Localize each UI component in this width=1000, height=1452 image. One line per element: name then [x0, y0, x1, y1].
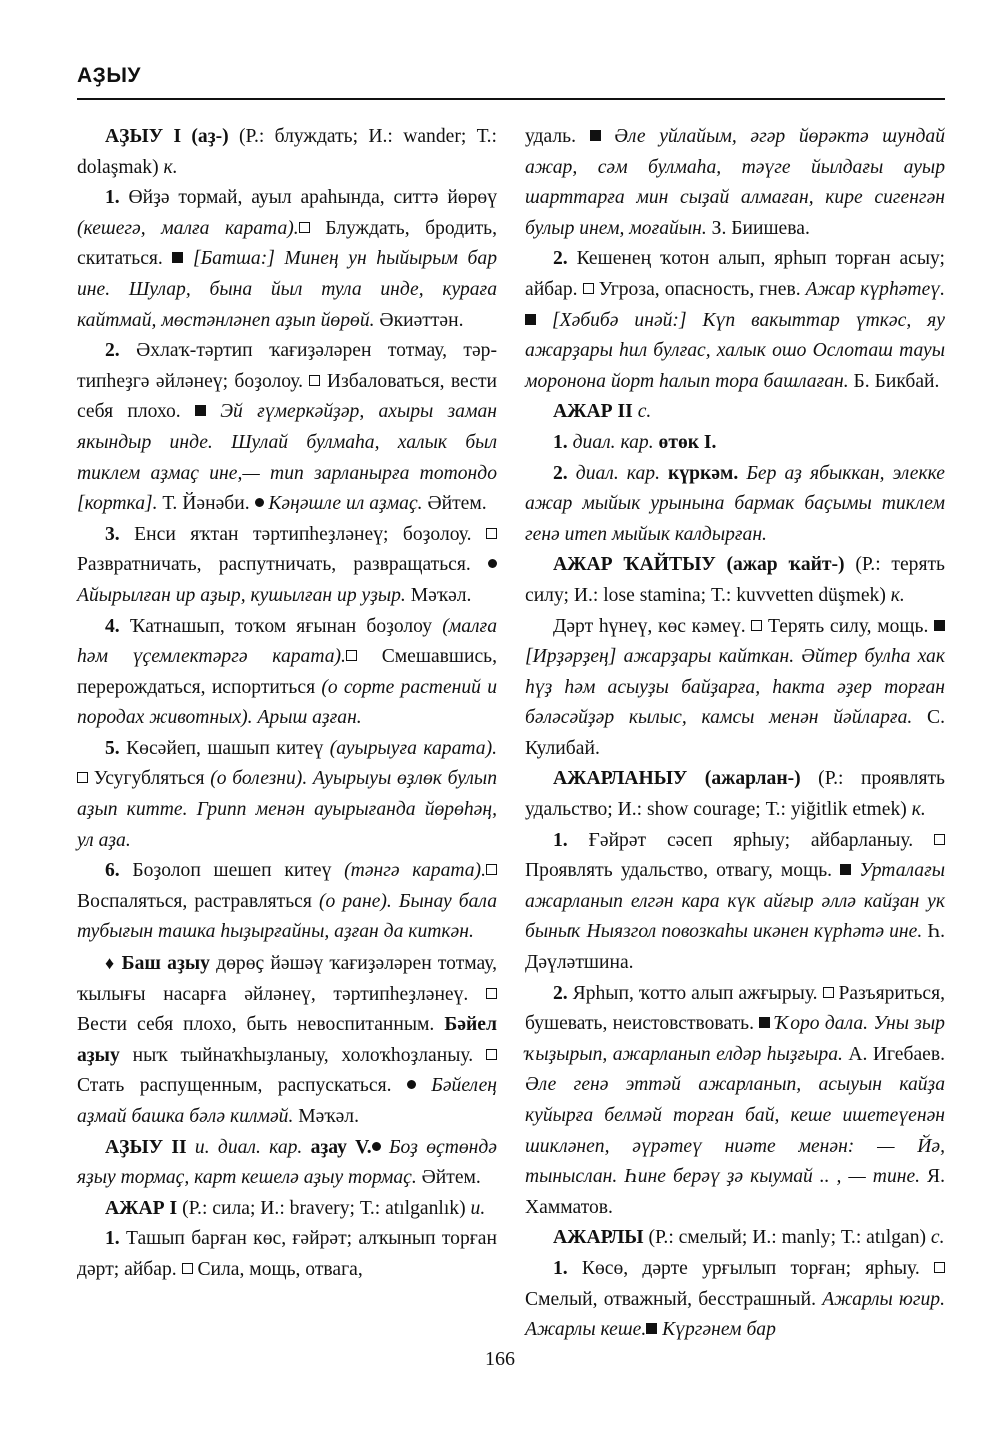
body-text: Өйҙә тормай, ауыл араһында, ситтә йөрөү — [119, 187, 497, 209]
example-black-square-icon — [172, 252, 183, 263]
body-text: А. Игебаев. — [842, 1043, 946, 1065]
body-text: Ғәйрәт сәсеп ярһыу; айбарланыу. — [567, 829, 934, 851]
body-text: Избаловаться, вести себя плохо. — [77, 370, 497, 423]
body-text: Блуждать, бродить, скитаться. — [77, 217, 498, 270]
entry-paragraph — [77, 1194, 497, 1225]
italic-text: Күргәнем бар — [662, 1319, 776, 1341]
sense-number: 2. — [553, 462, 568, 484]
italic-text: Айырылған ир аҙыр, кушылған ир уҙыр. — [77, 584, 406, 606]
body-text: Вести себя плохо, быть невоспитанным. — [77, 1014, 445, 1036]
italic-text: Боҙ өҫтөндә яҙыу тормаҫ, карт кешелә аҙыу тормаҫ. — [77, 1136, 497, 1189]
italic-text: (о ране). Бынау бала тубығын ташка һыҙырғайны, аҙған да киткән. — [77, 890, 498, 943]
russian-translation-square-icon — [751, 620, 762, 631]
body-text: Смелый, отважный, бесстрашный. — [525, 1288, 823, 1310]
body-text: Т. Йәнәби. — [157, 493, 255, 515]
headword: АЖАР I — [105, 1197, 178, 1219]
italic-text: с. — [632, 401, 652, 423]
italic-text: (тәнгә карата). — [344, 860, 486, 882]
russian-translation-square-icon — [486, 528, 497, 539]
body-text: Кешенең ҡотон алып, ярһып торған асыу; айбар. — [525, 248, 945, 300]
italic-text: и. — [470, 1197, 486, 1219]
italic-text: Ҡоро дала. Уны зыр ҡыҙырып, ажарланып елдәр һыҙғыра. — [525, 1013, 945, 1065]
italic-text: Ажар күрһәтеү. — [805, 278, 945, 300]
entry-paragraph — [77, 1133, 497, 1194]
headword: АЖАР ҠАЙТЫУ (ажар ҡайт-) — [553, 554, 845, 576]
body-text: Боҙолоп шешеп китеү — [119, 860, 345, 882]
body-text: Стать распущенным, распускаться. — [77, 1075, 407, 1097]
sense-number: 1. — [553, 829, 568, 851]
sense-number: 3. — [105, 523, 120, 545]
sense-number: 4. — [105, 615, 120, 637]
russian-translation-square-icon — [934, 834, 945, 845]
header-rule — [77, 98, 945, 100]
body-text: Сила, мощь, отвага, — [197, 1258, 363, 1280]
proverb-bullet-icon — [407, 1080, 416, 1089]
entry-paragraph — [77, 612, 497, 734]
entry-paragraph — [77, 183, 497, 336]
sense-number: аҙау V. — [302, 1136, 372, 1158]
entry-paragraph — [525, 764, 945, 825]
italic-text: [Ирҙәрҙең] ажарҙары кайткан. Әйтер булһа хак һүҙ һәм асыуҙы байҙарға, һакта әҙер торған бәләсәйҙәр кылыс, камсы менән йәйларға. — [525, 646, 945, 729]
italic-text: с. — [930, 1227, 945, 1249]
russian-translation-square-icon — [934, 1262, 945, 1273]
body-text: З. Биишева. — [706, 217, 810, 239]
body-text: Б. Бикбай. — [848, 370, 940, 392]
body-text: Угроза, опасность, гнев. — [598, 278, 806, 300]
body-text: Дәрт һүнеү, көс кәмеү. — [553, 615, 752, 637]
example-black-square-icon — [195, 405, 206, 416]
page-number: 166 — [485, 1348, 515, 1370]
sense-number: 2. — [553, 982, 568, 1004]
sense-number: өтөк I. — [653, 431, 717, 453]
headword: АЖАРЛЫ — [553, 1227, 644, 1249]
headword: АҘЫУ II — [105, 1136, 187, 1158]
italic-text: (малға һәм үҫемлектәргә карата). — [77, 615, 497, 668]
entry-paragraph — [525, 979, 945, 1224]
body-text: Ҡатнашып, тоҡом яғынан боҙолоу — [119, 615, 443, 637]
italic-text: и. диал. кар. — [186, 1136, 303, 1158]
russian-translation-square-icon — [309, 375, 320, 386]
italic-text: Бер аҙ ябыккан, элекке ажар мыйык урынына бармак баҫымы тиклем генә итеп мыйык калдырған. — [525, 462, 945, 545]
italic-text: Әле генә эттәй ажарланып, асыуын кайҙа куйырға белмәй торған бай, кеше ишетеүенән шикләнеп, әүрәтеү ниәте менән: — Йә, тыныслан. Һине берәү ҙә кыумай .. , — тине. — [525, 1074, 945, 1188]
italic-text: диал. кар. — [567, 431, 654, 453]
running-head: АҘЫУ — [77, 64, 141, 87]
body-text: Разъяриться, бушевать, неистовствовать. — [525, 982, 945, 1035]
body-text: Воспаляться, растравляться — [77, 890, 319, 912]
body-text: Һ. Дәүләтшина. — [525, 921, 945, 974]
italic-text: [Батша:] Минең ун һыйырым бар ине. Шулар, бына йыл тула инде, кураға кайтмай, мөстәнләнеп аҙып йөрөй. — [77, 248, 497, 331]
sense-number: 1. — [553, 431, 568, 453]
italic-text: Кәңәшле ил аҙмаҫ. — [268, 493, 423, 515]
sense-number: 1. — [105, 1228, 120, 1250]
example-black-square-icon — [525, 314, 536, 325]
entry-paragraph — [525, 459, 945, 551]
entry-paragraph — [77, 1224, 497, 1285]
proverb-bullet-icon — [488, 559, 497, 568]
body-text: Мәҡәл. — [405, 584, 472, 606]
body-text: Әкиәттән. — [374, 309, 464, 331]
russian-translation-square-icon — [486, 864, 497, 875]
body-text: удаль. — [525, 126, 590, 147]
left-column — [77, 122, 497, 1286]
russian-translation-square-icon — [346, 650, 357, 661]
entry-paragraph — [77, 122, 497, 183]
body-text: ныҡ тыйнаҡһыҙланыу, холоҡһоҙланыу. — [119, 1044, 486, 1066]
sense-number: Бәйел аҙыу — [77, 1014, 497, 1066]
entry-paragraph — [525, 550, 945, 611]
example-black-square-icon — [934, 620, 945, 631]
body-text: Усугубляться — [93, 768, 211, 790]
sense-number: 2. — [553, 248, 568, 270]
entry-paragraph — [525, 244, 945, 397]
sense-number: 5. — [105, 737, 120, 759]
sense-number: 6. — [105, 860, 120, 882]
italic-text: диал. кар. — [567, 462, 660, 484]
body-text: Терять силу, мощь. — [767, 615, 935, 637]
russian-translation-square-icon — [486, 988, 497, 999]
entry-paragraph — [77, 336, 497, 520]
italic-text: (кешегә, малға карата). — [77, 217, 299, 239]
italic-text: (о сорте растений и породах животных). Арыш аҙған. — [77, 676, 498, 729]
entry-paragraph — [77, 520, 497, 612]
body-text: Мәҡәл. — [293, 1106, 359, 1127]
italic-text: (о болезни). Ауырыуы өҙлөк булып аҙып китте. Грипп менән ауырығанда йөрөһәң, ул аҙа. — [77, 768, 497, 851]
sense-number: күркәм. — [659, 462, 739, 484]
entry-paragraph — [77, 948, 497, 1133]
right-column — [525, 122, 945, 1346]
russian-translation-square-icon — [583, 283, 594, 294]
russian-translation-square-icon — [182, 1263, 193, 1274]
example-black-square-icon — [759, 1017, 770, 1028]
phrase-diamond-icon: ♦ — [105, 953, 116, 974]
body-text: дөрөҫ йәшәү ҡағиҙәләрен тотмау, ҡылығы насарға әйләнеү, тәртипһеҙләнеү. — [77, 953, 497, 1005]
entry-paragraph — [77, 734, 497, 856]
italic-text: к. — [911, 799, 926, 821]
example-black-square-icon — [840, 864, 851, 875]
entry-paragraph — [77, 856, 497, 948]
body-text: Әхлаҡ-тәртип ҡағиҙәләрен тотмау, тәртипһеҙгә әйләнеү; боҙолоу. — [77, 340, 497, 392]
body-text: Көсәйеп, шашып китеү — [119, 737, 330, 759]
russian-translation-square-icon — [486, 1049, 497, 1060]
proverb-bullet-icon — [255, 498, 264, 507]
italic-text: Ажарлы югир. Ажарлы кеше. — [525, 1288, 945, 1341]
headword: АЖАРЛАНЫУ (ажарлан-) — [553, 768, 801, 790]
entry-paragraph — [525, 826, 945, 979]
body-text: Развратничать, распутничать, развращаться. — [77, 554, 488, 576]
body-text: (Р.: блуждать; И.: wander; Т.: dolaşmak) — [77, 126, 497, 178]
body-text: Ярһып, ҡотто алып ажғырыу. — [567, 982, 823, 1004]
body-text: Смешавшись, перерождаться, испортиться — [77, 646, 497, 698]
italic-text: Эй ғүмеркәйҙәр, ахыры заман якындыр инде. Шулай булмаһа, халык был тиклем аҙмаҫ ине,— тип зарланырға тотондо [кортка]. — [77, 401, 497, 515]
proverb-bullet-icon — [372, 1142, 381, 1151]
italic-text: к. — [163, 156, 178, 178]
sense-number: 1. — [553, 1257, 568, 1279]
entry-paragraph — [525, 397, 945, 428]
russian-translation-square-icon — [823, 987, 834, 998]
body-text: Көсө, дәрте урғылып торған; ярһыу. — [567, 1257, 934, 1279]
body-text: Ташып барған көс, ғәйрәт; алҡынып торған дәрт; айбар. — [77, 1228, 497, 1280]
italic-text: Урталағы ажарланып елгән кара күк айғыр әллә кайҙан ук быныҡ Ныязгол повозкаһы икәнен күрһәтә ине. — [525, 860, 945, 943]
body-text: Әйтем. — [422, 493, 487, 515]
body-text: Енси яҡтан тәртипһеҙләнеү; боҙолоу. — [119, 523, 486, 545]
headword: АҘЫУ I (аҙ-) — [105, 126, 229, 147]
example-black-square-icon — [590, 130, 601, 141]
sense-number: 1. — [105, 187, 120, 209]
entry-paragraph — [525, 1254, 945, 1346]
italic-text: Әле уйлайым, әгәр йөрәктә шундай ажар, сәм булмаһа, тәүге йылдағы ауыр шарттарға мин сыҙай алмаған, кире сигенгән булыр инем, моғайын. — [525, 126, 945, 239]
sense-number: Баш аҙыу — [115, 953, 210, 975]
body-text: Я. Хамматов. — [525, 1166, 945, 1218]
body-text: Проявлять удальство, отвагу, мощь. — [525, 860, 841, 882]
italic-text: (ауырыуға карата). — [329, 737, 497, 759]
body-text: (Р.: проявлять удальство; И.: show courage; Т.: yiğitlik etmek) — [525, 768, 945, 821]
body-text: (Р.: сила; И.: bravery; Т.: atılganlık) — [177, 1197, 471, 1219]
example-black-square-icon — [646, 1323, 657, 1334]
entry-paragraph — [525, 612, 945, 765]
russian-translation-square-icon — [299, 222, 310, 233]
entry-paragraph — [525, 1223, 945, 1254]
entry-paragraph — [525, 122, 945, 244]
russian-translation-square-icon — [77, 772, 88, 783]
body-text: (Р.: терять силу; И.: lose stamina; Т.: kuvvetten düşmek) — [525, 554, 945, 606]
entry-paragraph — [525, 428, 945, 459]
italic-text: [Хәбибә инәй:] Күп вакыттар үткәс, яу ажарҙары һил булғас, халык ошо Ослоташ тауы моронона йорт һалып тора башлаған. — [525, 309, 945, 392]
italic-text: Бәйелең аҙмай башка бәлә килмәй. — [77, 1075, 497, 1127]
italic-text: к. — [890, 584, 905, 606]
sense-number: 2. — [105, 340, 120, 362]
headword: АЖАР II — [553, 401, 633, 423]
body-text: (Р.: смелый; И.: manly; Т.: atılgan) — [643, 1227, 931, 1249]
body-text: Әйтем. — [416, 1167, 481, 1189]
body-text: С. Кулибай. — [525, 707, 945, 759]
